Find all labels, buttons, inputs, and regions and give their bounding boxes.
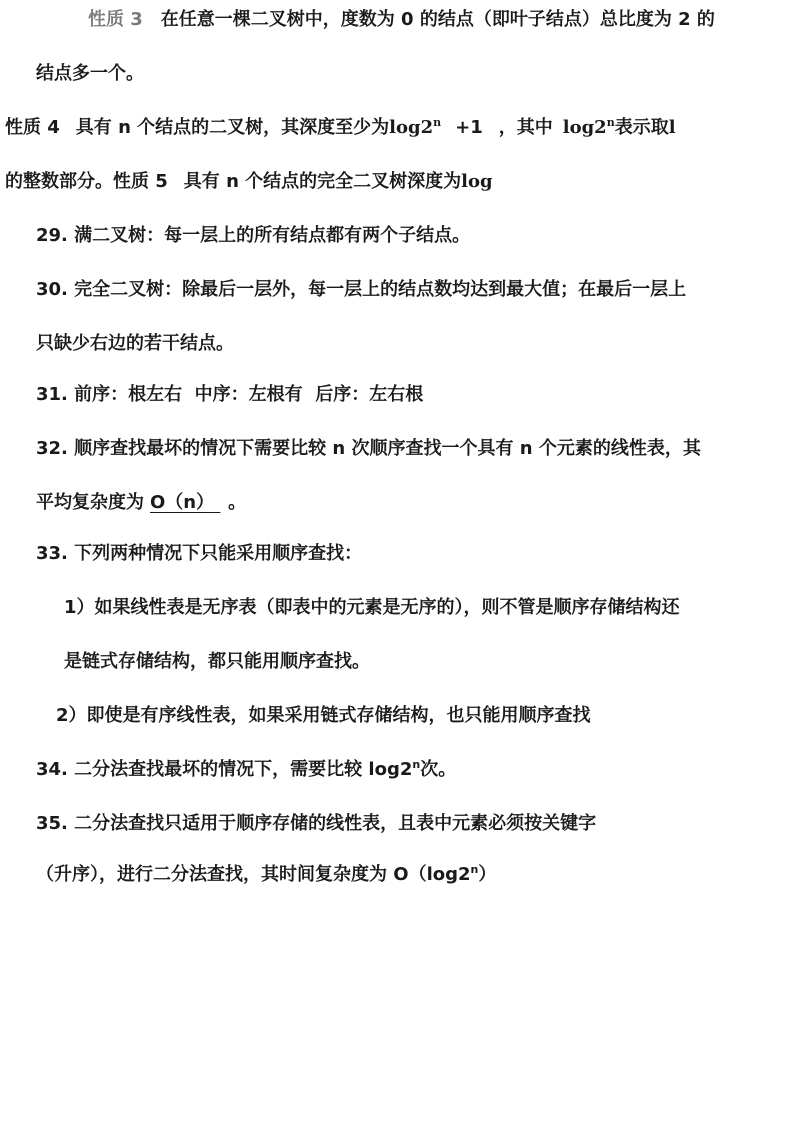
- item-35-text2a: （升序），进行二分法查找，其时间复杂度为 O（log2: [36, 864, 471, 885]
- item-30-text2: 只缺少右边的若干结点。: [36, 333, 234, 354]
- item-33-text: 33. 下列两种情况下只能采用顺序查找：: [36, 543, 363, 564]
- item-30-text1: 30. 完全二叉树：除最后一层外，每一层上的结点数均达到最大值；在最后一层上: [36, 279, 687, 300]
- prop4-text-a: 具有 n 个结点的二叉树，其深度至少为: [75, 117, 390, 138]
- prop4-text-b: ，其中: [498, 117, 553, 138]
- item-35-exp: n: [470, 863, 479, 876]
- prop5-text: 具有 n 个结点的完全二叉树深度为: [183, 171, 462, 192]
- prop3-line1: [88, 8, 715, 32]
- item-34-text-b: 次。: [420, 759, 457, 780]
- prop4-exp-a: n: [433, 116, 442, 129]
- item-29-text: 29. 满二叉树：每一层上的所有结点都有两个子结点。: [36, 225, 471, 246]
- prop5-tail: log: [461, 171, 493, 192]
- prop4-log-b: log2: [562, 117, 607, 138]
- prop4-plus: +1: [455, 117, 483, 138]
- item-33-sub1-text2: 是链式存储结构，都只能用顺序查找。: [64, 651, 370, 672]
- item-30-line1: [36, 278, 686, 302]
- item-35-text1: 35. 二分法查找只适用于顺序存储的线性表，且表中元素必须按关键字: [36, 813, 597, 834]
- item-32-complexity: O（n）: [150, 492, 215, 513]
- item-33-sub2: [56, 704, 591, 728]
- prop5-label: 性质 5: [113, 171, 168, 192]
- item-32-line1: [36, 437, 701, 461]
- prop4-tail: l: [668, 117, 676, 138]
- prop4-log-a: log2: [389, 117, 434, 138]
- item-33-sub1-line2: [64, 650, 370, 674]
- prop3-label: 性质 3: [88, 9, 143, 30]
- item-32-text2a: 平均复杂度为: [36, 492, 144, 513]
- prop3-line2: [36, 62, 144, 86]
- item-34: [36, 758, 456, 782]
- prop4-text2: 的整数部分。: [5, 171, 113, 192]
- item-35-line1: [36, 812, 596, 836]
- item-35-text2b: ）: [478, 864, 497, 885]
- prop4-line2: [5, 170, 493, 194]
- item-31: [36, 383, 423, 407]
- item-32-line2: [36, 491, 246, 515]
- prop4-line1: [5, 116, 676, 140]
- item-33-sub1-line1: [64, 596, 680, 620]
- item-33-sub2-text: 2）即使是有序线性表，如果采用链式存储结构，也只能用顺序查找: [56, 705, 591, 726]
- item-29: [36, 224, 470, 248]
- item-32-underline-gap: [214, 491, 228, 515]
- item-34-exp: n: [412, 758, 421, 771]
- prop4-text-c: 表示取: [614, 117, 669, 138]
- prop3-text1: 在任意一棵二叉树中，度数为 0 的结点（即叶子结点）总比度为 2 的: [160, 9, 715, 30]
- item-35-line2: [36, 863, 496, 887]
- item-33-sub1-text1: 1）如果线性表是无序表（即表中的元素是无序的），则不管是顺序存储结构还: [64, 597, 680, 618]
- prop4-exp-b: n: [606, 116, 615, 129]
- item-31-text: 31. 前序：根左右 中序：左根有 后序：左右根: [36, 384, 424, 405]
- item-34-text-a: 34. 二分法查找最坏的情况下，需要比较 log2: [36, 759, 413, 780]
- prop4-label: 性质 4: [5, 117, 60, 138]
- prop3-text2: 结点多一个。: [36, 63, 144, 84]
- item-32-text1: 32. 顺序查找最坏的情况下需要比较 n 次顺序查找一个具有 n 个元素的线性表，其: [36, 438, 701, 459]
- item-30-line2: [36, 332, 234, 356]
- item-33: [36, 542, 362, 566]
- item-32-text2c: 。: [228, 492, 247, 513]
